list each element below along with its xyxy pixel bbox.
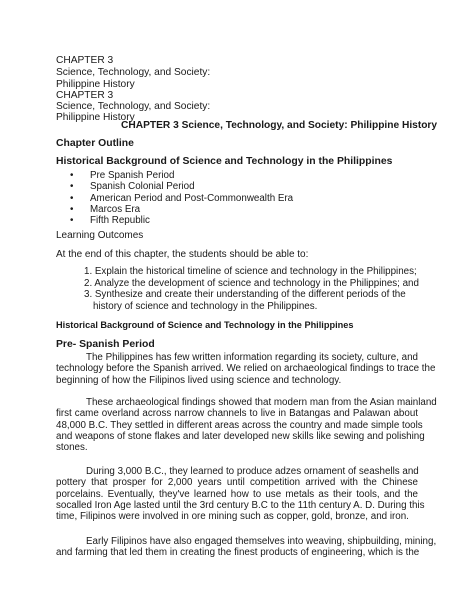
paragraph-line: beginning of how the Filipinos lived using science and technology.: [56, 374, 342, 386]
body-paragraph: [56, 352, 436, 386]
paragraph-line: and farming that led them in creating the finest products of engineering, which is the: [56, 547, 420, 559]
header-line: Philippine History: [56, 79, 135, 90]
outline-item: • Fifth Republic: [56, 215, 293, 226]
outline-section-heading: Historical Background of Science and Technology in the Philippines: [56, 156, 393, 167]
body-paragraph: [56, 466, 425, 523]
paragraph-line: stones.: [56, 442, 88, 454]
outcome-line: 2. Analyze the development of science and technology in the Philippines; and: [84, 277, 419, 289]
paragraph-line: technology before the Spanish arrived. We relied on archaeological findings to trace the: [56, 363, 436, 375]
document-title: CHAPTER 3 Science, Technology, and Society: Philippine History: [121, 120, 438, 131]
outline-item: • Spanish Colonial Period: [56, 181, 293, 192]
header-line: CHAPTER 3: [56, 55, 114, 66]
outline-item: • Marcos Era: [56, 204, 293, 215]
paragraph-line: time, Filipinos were involved in ore mining such as copper, gold, bronze, and iron.: [56, 511, 409, 523]
outline-list: [56, 170, 293, 226]
paragraph-line: and weapons of stone flakes and later developed new skills like sewing and polishing: [56, 430, 425, 442]
outline-item: • American Period and Post-Commonwealth Era: [56, 193, 293, 204]
outcome-line: history of science and technology in the Philippines.: [93, 300, 318, 312]
paragraph-line: socalled Iron Age lasted until the 3rd century B.C to the 11th century A. D. During this: [56, 499, 425, 511]
header-line: Science, Technology, and Society:: [56, 67, 211, 78]
chapter-outline-heading: Chapter Outline: [56, 138, 134, 149]
paragraph-line: These archaeological findings showed that modern man from the Asian mainland: [86, 397, 437, 408]
paragraph-line: The Philippines has few written information regarding its society, culture, and: [86, 352, 418, 363]
learning-outcomes-list: [84, 266, 419, 312]
paragraph-line: During 3,000 B.C., they learned to produce adzes ornament of seashells and: [86, 466, 419, 477]
pre-spanish-heading: Pre- Spanish Period: [56, 339, 155, 350]
header-line: CHAPTER 3: [56, 90, 114, 101]
outcome-line: 3. Synthesize and create their understanding of the different periods of the: [84, 289, 406, 300]
paragraph-line: 48,000 B.C. They settled in different areas across the country and made simple tools: [56, 419, 423, 431]
paragraph-line: Early Filipinos have also engaged themselves into weaving, shipbuilding, mining,: [86, 536, 437, 547]
learning-outcomes-heading: Learning Outcomes: [56, 230, 144, 241]
header-line: Science, Technology, and Society:: [56, 101, 211, 112]
paragraph-line: pottery that prosper for 2,000 years until competition arrived with the Chinese: [56, 477, 418, 489]
outline-item: • Pre Spanish Period: [56, 170, 293, 181]
learning-intro: At the end of this chapter, the students should be able to:: [56, 249, 309, 260]
header-line: Philippine History: [56, 112, 135, 123]
body-paragraph: [56, 397, 437, 454]
paragraph-line: porcelains. Eventually, they've learned how to use metals as their tools, and the: [56, 488, 418, 500]
body-paragraph: [56, 536, 437, 559]
paragraph-line: first came overland across narrow channels to live in Batangas and Palawan about: [56, 408, 418, 420]
historical-background-subheading: Historical Background of Science and Technology in the Philippines: [56, 320, 354, 330]
outcome-line: 1. Explain the historical timeline of science and technology in the Philippines;: [84, 266, 417, 277]
